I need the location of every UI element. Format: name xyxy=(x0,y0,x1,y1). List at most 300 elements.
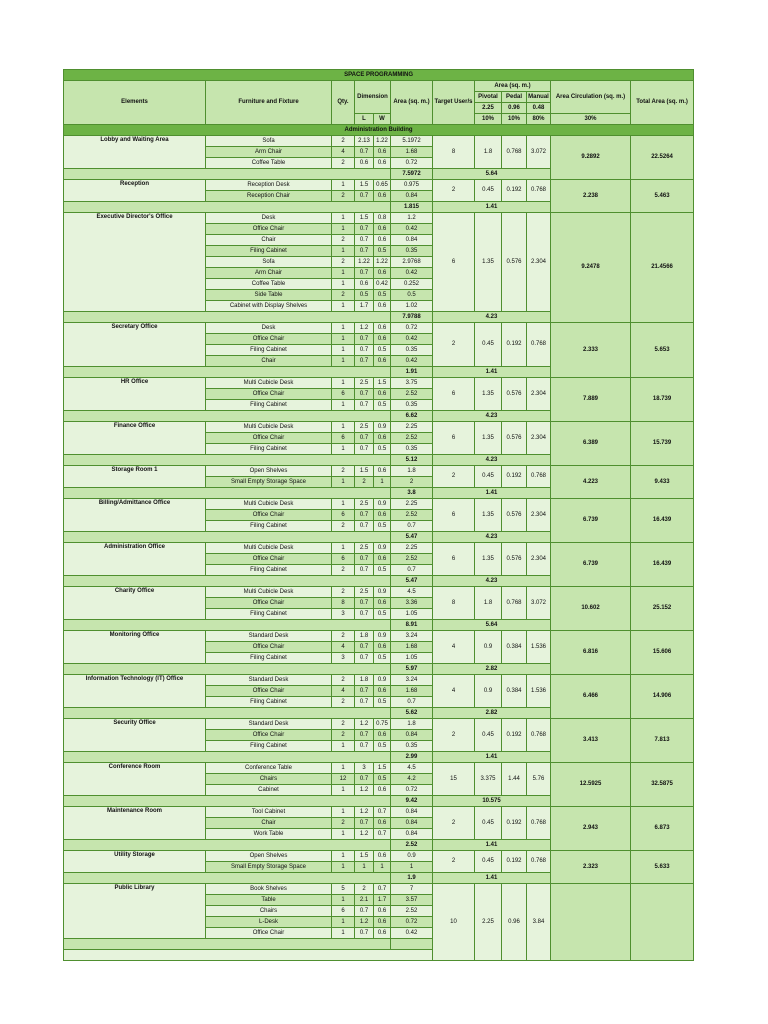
subtotal-area: 5.62 xyxy=(391,708,433,719)
item-area: 2.25 xyxy=(391,499,433,510)
subtotal-spacer xyxy=(64,488,391,499)
item-width: 1.22 xyxy=(374,136,391,147)
item-qty: 6 xyxy=(332,906,355,917)
item-length: 0.7 xyxy=(355,235,374,246)
item-width: 0.5 xyxy=(374,521,391,532)
total-area: 16.439 xyxy=(631,499,694,543)
element-name: Secretary Office xyxy=(64,323,206,367)
item-length: 0.7 xyxy=(355,697,374,708)
table-row xyxy=(64,763,694,774)
col-pivotal: Pivotal xyxy=(475,92,502,103)
subtotal-area: 9.42 xyxy=(391,796,433,807)
item-area: 0.42 xyxy=(391,356,433,367)
subtotal-area: 7.9788 xyxy=(391,312,433,323)
furniture-name: Coffee Table xyxy=(206,158,332,169)
circulation-area: 6.739 xyxy=(551,543,631,587)
item-length: 0.7 xyxy=(355,191,374,202)
col-pedal: Pedal xyxy=(502,92,527,103)
item-length: 2.5 xyxy=(355,587,374,598)
total-area: 21.4566 xyxy=(631,213,694,323)
item-width: 1.5 xyxy=(374,763,391,774)
furniture-name: Arm Chair xyxy=(206,147,332,158)
pivotal-area: 2.25 xyxy=(475,884,502,961)
item-length: 0.7 xyxy=(355,598,374,609)
furniture-name: Office Chair xyxy=(206,642,332,653)
manual-pct: 80% xyxy=(527,114,551,125)
item-area: 0.84 xyxy=(391,818,433,829)
item-area: 1.05 xyxy=(391,609,433,620)
item-area: 0.72 xyxy=(391,158,433,169)
subtotal-spacer xyxy=(64,576,391,587)
element-name: Security Office xyxy=(64,719,206,752)
item-length: 1.2 xyxy=(355,917,374,928)
circulation-area: 9.2478 xyxy=(551,213,631,323)
element-name: Administration Office xyxy=(64,543,206,576)
item-area: 1.8 xyxy=(391,466,433,477)
col-circulation: Area Circulation (sq. m.) xyxy=(551,81,631,114)
pedal-area: 0.192 xyxy=(502,719,527,752)
item-qty: 2 xyxy=(332,136,355,147)
item-qty: 1 xyxy=(332,400,355,411)
pivotal-area: 1.8 xyxy=(475,136,502,169)
item-area: 0.35 xyxy=(391,400,433,411)
item-width: 0.8 xyxy=(374,213,391,224)
item-area: 1 xyxy=(391,862,433,873)
item-length: 0.7 xyxy=(355,444,374,455)
user-area: 1.41 xyxy=(433,367,551,378)
item-length: 0.7 xyxy=(355,345,374,356)
item-area: 2.52 xyxy=(391,554,433,565)
item-width: 0.5 xyxy=(374,697,391,708)
pedal-area: 0.768 xyxy=(502,136,527,169)
item-length: 0.7 xyxy=(355,609,374,620)
furniture-name: Small Empty Storage Space xyxy=(206,477,332,488)
item-qty: 3 xyxy=(332,609,355,620)
user-area: 5.64 xyxy=(433,169,551,180)
item-area: 0.72 xyxy=(391,917,433,928)
total-area: 32.5875 xyxy=(631,763,694,807)
item-width: 0.9 xyxy=(374,631,391,642)
item-length: 0.7 xyxy=(355,642,374,653)
col-elements: Elements xyxy=(64,81,206,125)
furniture-name: Conference Table xyxy=(206,763,332,774)
user-area: 1.41 xyxy=(433,873,551,884)
subtotal-area: 3.8 xyxy=(391,488,433,499)
item-length: 3 xyxy=(355,763,374,774)
pivotal-area: 0.45 xyxy=(475,851,502,873)
item-qty: 2 xyxy=(332,818,355,829)
item-width: 1.22 xyxy=(374,257,391,268)
item-qty: 1 xyxy=(332,477,355,488)
total-area: 7.813 xyxy=(631,719,694,763)
item-width: 0.9 xyxy=(374,543,391,554)
table-row xyxy=(64,499,694,510)
item-area: 1.2 xyxy=(391,213,433,224)
item-area: 3.24 xyxy=(391,675,433,686)
furniture-name: Filing Cabinet xyxy=(206,246,332,257)
item-qty: 2 xyxy=(332,719,355,730)
item-area: 3.75 xyxy=(391,378,433,389)
item-area: 0.72 xyxy=(391,323,433,334)
item-width: 0.6 xyxy=(374,323,391,334)
item-width: 0.7 xyxy=(374,807,391,818)
subtotal-area: 6.62 xyxy=(391,411,433,422)
item-width: 0.5 xyxy=(374,774,391,785)
user-area: 4.23 xyxy=(433,532,551,543)
item-width: 0.6 xyxy=(374,686,391,697)
col-dim-w: W xyxy=(374,114,391,125)
total-area: 15.739 xyxy=(631,422,694,466)
item-length: 1.5 xyxy=(355,213,374,224)
element-name: Reception xyxy=(64,180,206,202)
pedal-value: 0.96 xyxy=(502,103,527,114)
pivotal-area: 0.45 xyxy=(475,719,502,752)
item-area: 7 xyxy=(391,884,433,895)
furniture-name: Chairs xyxy=(206,906,332,917)
pivotal-area: 1.35 xyxy=(475,378,502,411)
furniture-name: Standard Desk xyxy=(206,675,332,686)
circulation-area: 2.333 xyxy=(551,323,631,378)
item-area: 0.42 xyxy=(391,334,433,345)
total-area: 9.433 xyxy=(631,466,694,499)
item-width: 0.65 xyxy=(374,180,391,191)
item-qty: 1 xyxy=(332,928,355,939)
item-area: 2.52 xyxy=(391,389,433,400)
element-name: Billing/Admittance Office xyxy=(64,499,206,532)
subtotal-spacer xyxy=(64,202,391,213)
subtotal-spacer xyxy=(64,620,391,631)
manual-area: 0.768 xyxy=(527,719,551,752)
subtotal-area: 5.47 xyxy=(391,532,433,543)
section-title: Administration Building xyxy=(64,125,694,136)
item-length: 0.7 xyxy=(355,224,374,235)
circulation-area: 3.413 xyxy=(551,719,631,763)
total-area: 18.739 xyxy=(631,378,694,422)
user-area: 4.23 xyxy=(433,312,551,323)
table-row xyxy=(64,213,694,224)
manual-area: 2.304 xyxy=(527,213,551,312)
item-area: 2.52 xyxy=(391,906,433,917)
furniture-name: L-Desk xyxy=(206,917,332,928)
item-area: 0.42 xyxy=(391,268,433,279)
item-length: 0.7 xyxy=(355,928,374,939)
table-row xyxy=(64,323,694,334)
total-area: 25.152 xyxy=(631,587,694,631)
item-area: 0.42 xyxy=(391,224,433,235)
furniture-name: Multi Cubicle Desk xyxy=(206,378,332,389)
table-row xyxy=(64,378,694,389)
item-area: 0.35 xyxy=(391,444,433,455)
item-length: 0.7 xyxy=(355,774,374,785)
total-area: 22.5264 xyxy=(631,136,694,180)
furniture-name: Cabinet with Display Shelves xyxy=(206,301,332,312)
furniture-name: Filing Cabinet xyxy=(206,400,332,411)
target-users: 6 xyxy=(433,213,475,312)
item-qty: 1 xyxy=(332,444,355,455)
furniture-name: Filing Cabinet xyxy=(206,444,332,455)
item-width: 0.6 xyxy=(374,433,391,444)
item-length: 0.7 xyxy=(355,268,374,279)
item-qty: 1 xyxy=(332,246,355,257)
circulation-area: 6.739 xyxy=(551,499,631,543)
furniture-name: Office Chair xyxy=(206,334,332,345)
pedal-area: 0.384 xyxy=(502,631,527,664)
table-row xyxy=(64,543,694,554)
item-qty: 2 xyxy=(332,521,355,532)
item-area: 2.9768 xyxy=(391,257,433,268)
manual-area: 2.304 xyxy=(527,422,551,455)
pedal-area: 0.576 xyxy=(502,422,527,455)
user-area: 4.23 xyxy=(433,455,551,466)
col-furniture: Furniture and Fixture xyxy=(206,81,332,125)
item-width: 0.6 xyxy=(374,147,391,158)
item-area: 4.5 xyxy=(391,763,433,774)
item-qty: 2 xyxy=(332,675,355,686)
furniture-name: Open Shelves xyxy=(206,851,332,862)
item-width: 1.5 xyxy=(374,378,391,389)
total-area: 14.906 xyxy=(631,675,694,719)
item-width: 0.7 xyxy=(374,884,391,895)
item-length: 1.22 xyxy=(355,257,374,268)
subtotal-spacer xyxy=(64,367,391,378)
table-row xyxy=(64,587,694,598)
item-width: 0.6 xyxy=(374,906,391,917)
furniture-name: Chair xyxy=(206,818,332,829)
item-qty: 6 xyxy=(332,510,355,521)
pedal-area: 0.768 xyxy=(502,587,527,620)
furniture-name: Work Table xyxy=(206,829,332,840)
subtotal-area: 1.91 xyxy=(391,367,433,378)
table-row xyxy=(64,631,694,642)
manual-area: 0.768 xyxy=(527,466,551,488)
item-area: 0.7 xyxy=(391,565,433,576)
element-name: Utility Storage xyxy=(64,851,206,873)
pedal-area: 0.192 xyxy=(502,180,527,202)
circulation-area: 6.389 xyxy=(551,422,631,466)
target-users: 15 xyxy=(433,763,475,796)
item-qty: 2 xyxy=(332,257,355,268)
item-area: 1.68 xyxy=(391,147,433,158)
item-width: 0.6 xyxy=(374,356,391,367)
pedal-area: 0.384 xyxy=(502,675,527,708)
manual-area: 3.072 xyxy=(527,587,551,620)
furniture-name: Desk xyxy=(206,323,332,334)
total-area: 6.873 xyxy=(631,807,694,851)
item-qty: 2 xyxy=(332,587,355,598)
item-qty: 1 xyxy=(332,180,355,191)
item-area: 0.35 xyxy=(391,345,433,356)
pivotal-pct: 10% xyxy=(475,114,502,125)
circulation-area: 12.5925 xyxy=(551,763,631,807)
manual-area: 0.768 xyxy=(527,807,551,840)
table-row xyxy=(64,136,694,147)
target-users: 2 xyxy=(433,466,475,488)
pivotal-area: 0.45 xyxy=(475,323,502,367)
item-qty: 1 xyxy=(332,279,355,290)
item-qty: 2 xyxy=(332,158,355,169)
item-qty: 2 xyxy=(332,235,355,246)
furniture-name: Filing Cabinet xyxy=(206,345,332,356)
manual-area: 2.304 xyxy=(527,378,551,411)
manual-area: 2.304 xyxy=(527,543,551,576)
item-qty: 1 xyxy=(332,301,355,312)
item-area: 0.5 xyxy=(391,290,433,301)
furniture-name: Office Chair xyxy=(206,389,332,400)
circulation-area: 6.816 xyxy=(551,631,631,675)
total-area: 16.439 xyxy=(631,543,694,587)
circulation-area xyxy=(551,884,631,961)
furniture-name: Reception Chair xyxy=(206,191,332,202)
sheet-body xyxy=(64,136,694,961)
item-width: 0.5 xyxy=(374,444,391,455)
item-qty: 2 xyxy=(332,730,355,741)
furniture-name: Filing Cabinet xyxy=(206,653,332,664)
item-qty: 4 xyxy=(332,686,355,697)
col-manual: Manual xyxy=(527,92,551,103)
item-width: 1 xyxy=(374,477,391,488)
item-area: 0.7 xyxy=(391,697,433,708)
item-width: 0.6 xyxy=(374,730,391,741)
target-users: 2 xyxy=(433,851,475,873)
item-area: 0.975 xyxy=(391,180,433,191)
furniture-name: Cabinet xyxy=(206,785,332,796)
target-users: 6 xyxy=(433,499,475,532)
item-qty: 1 xyxy=(332,917,355,928)
item-length: 0.7 xyxy=(355,554,374,565)
subtotal-spacer xyxy=(64,312,391,323)
item-width: 0.5 xyxy=(374,246,391,257)
element-name: Conference Room xyxy=(64,763,206,796)
item-qty: 1 xyxy=(332,268,355,279)
item-area: 0.84 xyxy=(391,730,433,741)
item-area: 2.52 xyxy=(391,433,433,444)
pedal-area: 0.192 xyxy=(502,851,527,873)
total-area: 5.633 xyxy=(631,851,694,884)
furniture-name: Small Empty Storage Space xyxy=(206,862,332,873)
item-qty: 1 xyxy=(332,829,355,840)
item-qty: 1 xyxy=(332,807,355,818)
total-area: 5.653 xyxy=(631,323,694,378)
item-width: 0.6 xyxy=(374,301,391,312)
target-users: 6 xyxy=(433,422,475,455)
item-qty: 1 xyxy=(332,763,355,774)
item-qty: 1 xyxy=(332,741,355,752)
item-width: 0.42 xyxy=(374,279,391,290)
pedal-area: 0.96 xyxy=(502,884,527,961)
item-qty: 2 xyxy=(332,631,355,642)
table-row xyxy=(64,422,694,433)
item-width: 0.5 xyxy=(374,290,391,301)
target-users: 2 xyxy=(433,323,475,367)
item-qty: 12 xyxy=(332,774,355,785)
item-length: 0.7 xyxy=(355,686,374,697)
manual-area: 3.072 xyxy=(527,136,551,169)
item-area: 1.02 xyxy=(391,301,433,312)
item-area: 1.68 xyxy=(391,642,433,653)
item-length: 1.2 xyxy=(355,719,374,730)
item-qty: 2 xyxy=(332,290,355,301)
manual-area: 1.536 xyxy=(527,631,551,664)
subtotal-area xyxy=(391,939,433,950)
pivotal-area: 0.45 xyxy=(475,466,502,488)
table-row xyxy=(64,851,694,862)
total-area: 15.606 xyxy=(631,631,694,675)
col-dimension: Dimension xyxy=(355,81,391,114)
subtotal-spacer xyxy=(64,840,391,851)
col-qty: Qty. xyxy=(332,81,355,125)
subtotal-area: 1.815 xyxy=(391,202,433,213)
pivotal-area: 0.45 xyxy=(475,807,502,840)
pivotal-value: 2.25 xyxy=(475,103,502,114)
item-width: 0.6 xyxy=(374,510,391,521)
item-area: 2.52 xyxy=(391,510,433,521)
col-total: Total Area (sq. m.) xyxy=(631,81,694,125)
element-name: Charity Office xyxy=(64,587,206,620)
pivotal-area: 1.35 xyxy=(475,422,502,455)
manual-area: 3.84 xyxy=(527,884,551,961)
item-width: 0.5 xyxy=(374,609,391,620)
furniture-name: Multi Cubicle Desk xyxy=(206,422,332,433)
item-qty: 1 xyxy=(332,323,355,334)
item-qty: 2 xyxy=(332,191,355,202)
pedal-pct: 10% xyxy=(502,114,527,125)
furniture-name: Office Chair xyxy=(206,730,332,741)
element-name: Public Library xyxy=(64,884,206,939)
furniture-name: Table xyxy=(206,895,332,906)
item-qty: 6 xyxy=(332,389,355,400)
circulation-area: 2.943 xyxy=(551,807,631,851)
item-width: 0.9 xyxy=(374,422,391,433)
user-area: 1.41 xyxy=(433,752,551,763)
item-qty: 1 xyxy=(332,422,355,433)
furniture-name: Office Chair xyxy=(206,554,332,565)
furniture-name: Chairs xyxy=(206,774,332,785)
item-area: 2.25 xyxy=(391,543,433,554)
item-length: 0.7 xyxy=(355,521,374,532)
pivotal-area: 0.45 xyxy=(475,180,502,202)
item-qty: 4 xyxy=(332,147,355,158)
furniture-name: Office Chair xyxy=(206,928,332,939)
item-area: 0.42 xyxy=(391,928,433,939)
item-area: 3.24 xyxy=(391,631,433,642)
user-area: 4.23 xyxy=(433,576,551,587)
target-users: 4 xyxy=(433,631,475,664)
circulation-area: 2.323 xyxy=(551,851,631,884)
circulation-area: 10.602 xyxy=(551,587,631,631)
circulation-area: 2.238 xyxy=(551,180,631,213)
item-width: 0.6 xyxy=(374,158,391,169)
item-qty: 2 xyxy=(332,697,355,708)
element-name: Maintenance Room xyxy=(64,807,206,840)
item-qty: 1 xyxy=(332,785,355,796)
subtotal-spacer xyxy=(64,455,391,466)
subtotal-spacer xyxy=(64,169,391,180)
item-qty: 1 xyxy=(332,895,355,906)
item-area: 0.72 xyxy=(391,785,433,796)
item-length: 2.5 xyxy=(355,378,374,389)
item-length: 1.2 xyxy=(355,785,374,796)
item-width: 0.9 xyxy=(374,675,391,686)
furniture-name: Filing Cabinet xyxy=(206,565,332,576)
item-qty: 1 xyxy=(332,224,355,235)
circulation-area: 9.2892 xyxy=(551,136,631,180)
user-area: 2.82 xyxy=(433,708,551,719)
item-width: 0.6 xyxy=(374,268,391,279)
item-qty: 8 xyxy=(332,598,355,609)
furniture-name: Standard Desk xyxy=(206,631,332,642)
furniture-name: Office Chair xyxy=(206,598,332,609)
subtotal-spacer xyxy=(64,796,391,807)
